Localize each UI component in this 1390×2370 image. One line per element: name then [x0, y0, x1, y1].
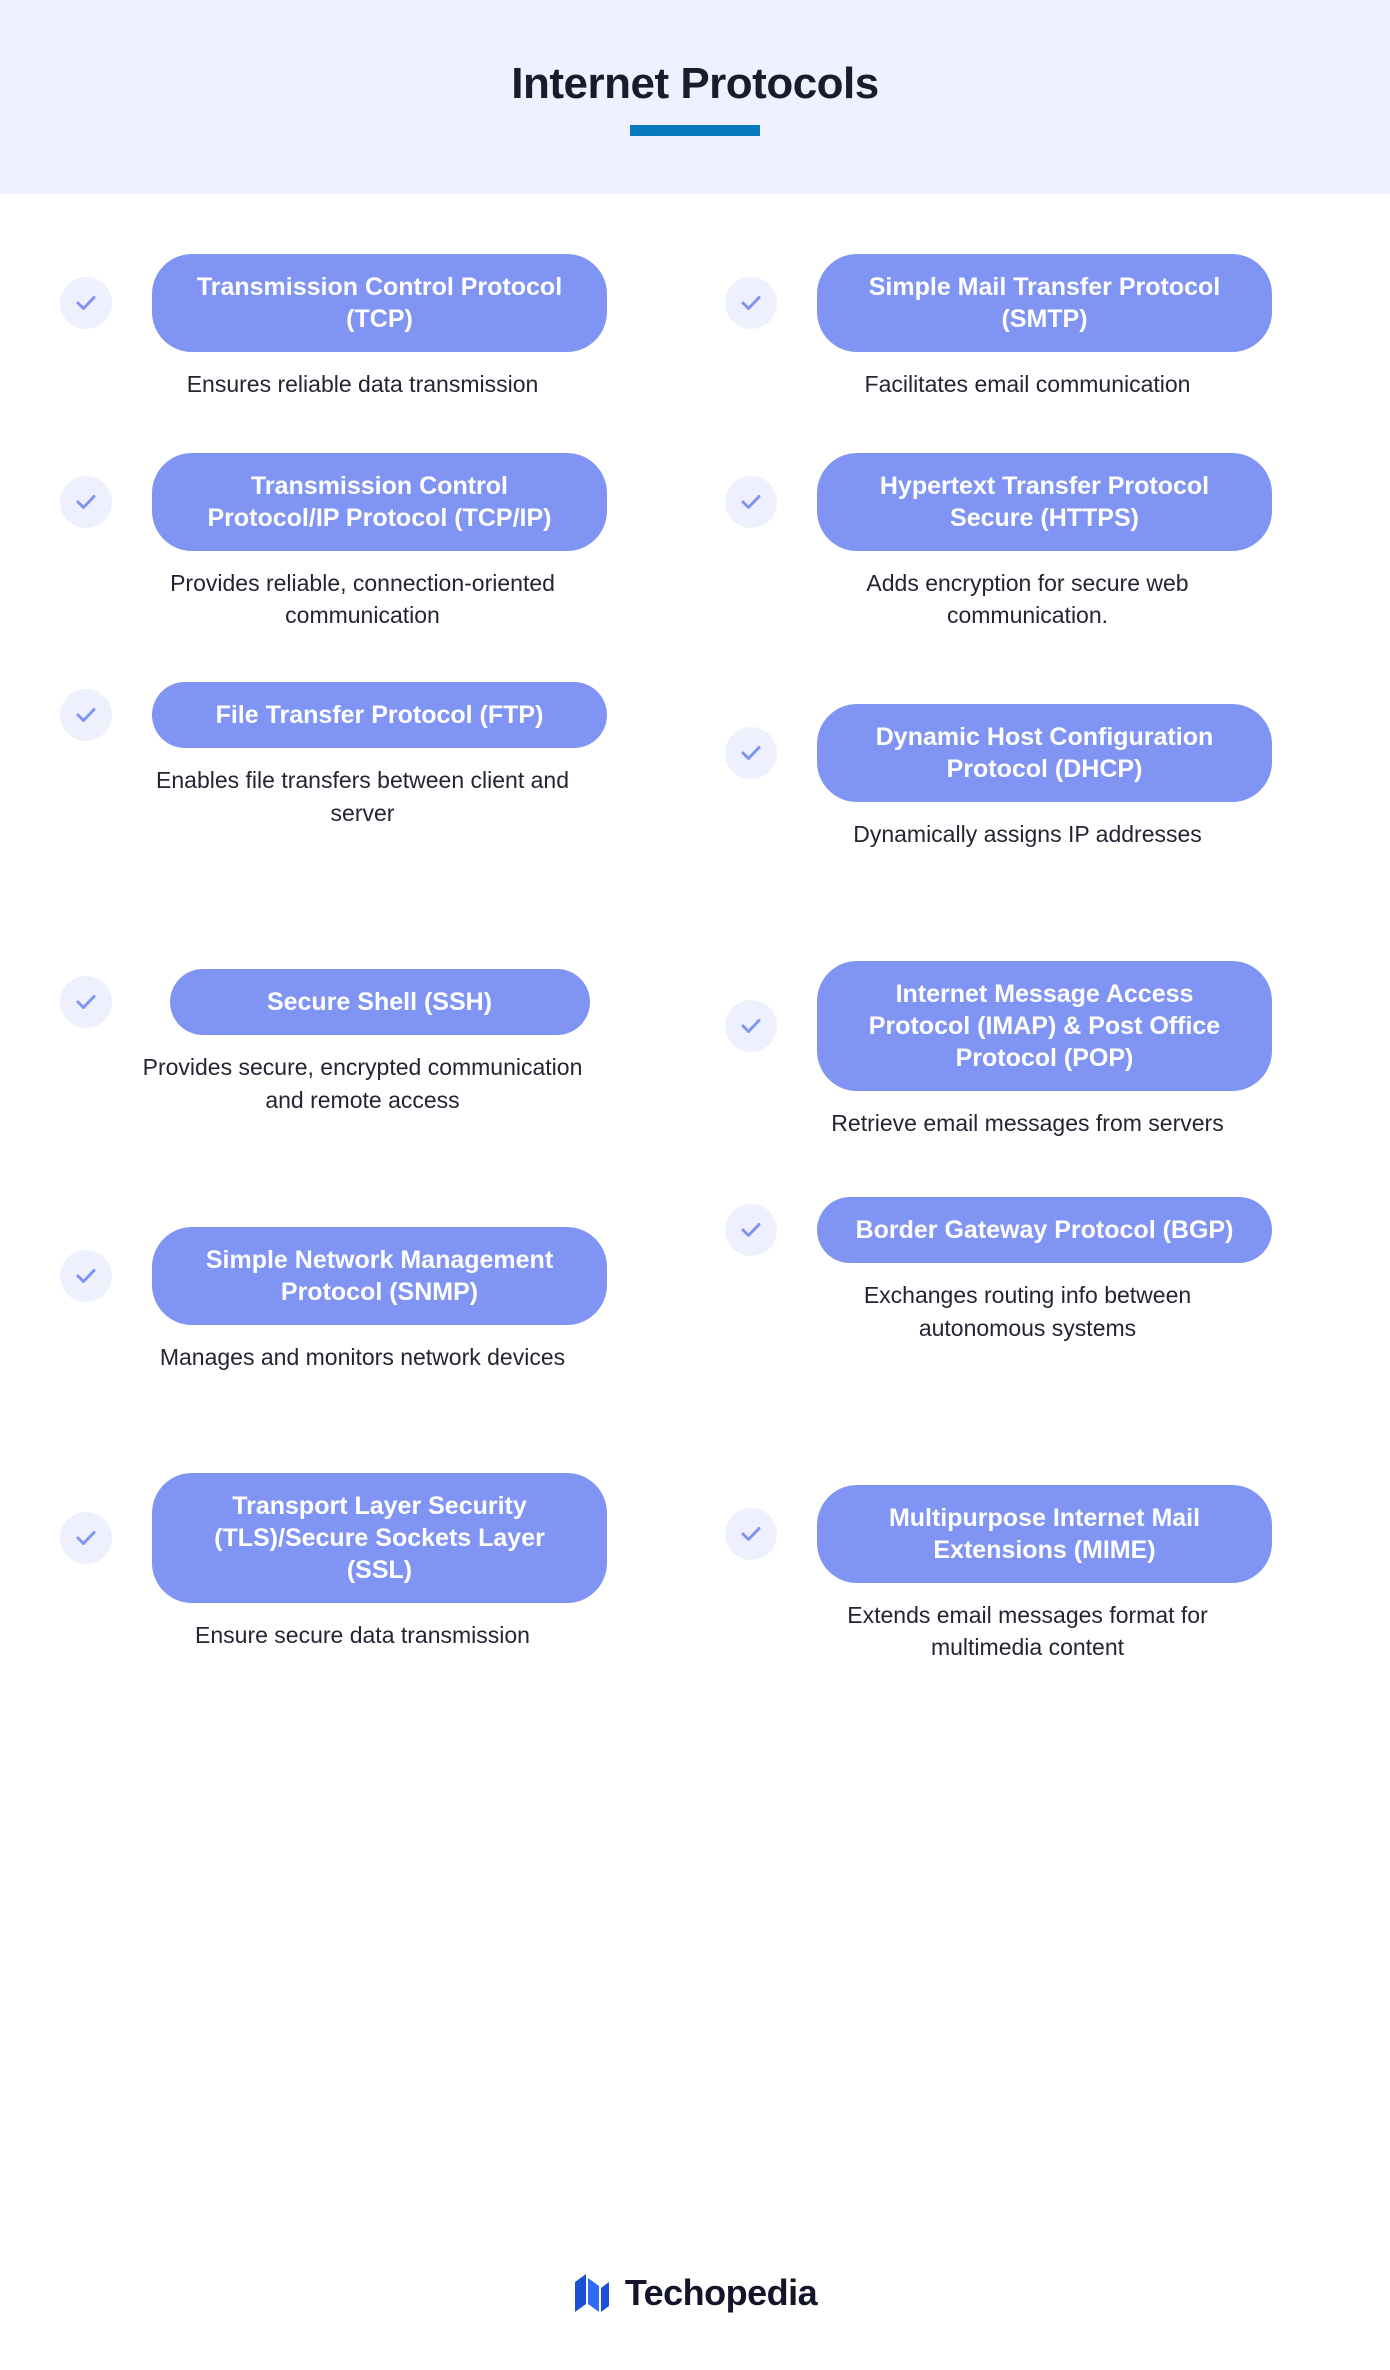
protocol-item[interactable] [60, 682, 665, 829]
protocol-caption: Enables file transfers between client and server [156, 766, 569, 826]
protocol-caption: Retrieve email messages from servers [831, 1109, 1224, 1136]
protocol-pill-row [725, 704, 1330, 802]
protocol-caption: Ensures reliable data transmission [186, 371, 539, 397]
protocol-item[interactable] [60, 969, 665, 1116]
protocol-title: Hypertext Transfer Protocol Secure (HTTPS) [817, 453, 1272, 551]
protocol-pill-row [725, 453, 1330, 551]
protocol-item[interactable] [60, 254, 665, 401]
check-icon [725, 476, 777, 528]
footer-branding [0, 2272, 1390, 2314]
check-icon [725, 1204, 777, 1256]
check-icon [725, 727, 777, 779]
protocol-pill-row [725, 1197, 1330, 1263]
check-icon [60, 476, 112, 528]
protocol-pill-row [725, 961, 1330, 1091]
protocol-item[interactable] [60, 1473, 665, 1652]
protocol-item[interactable] [60, 453, 665, 632]
protocol-title: Transmission Control Protocol/IP Protocol (TCP/IP) [152, 453, 607, 551]
protocol-caption: Exchanges routing info between autonomous systems [863, 1282, 1192, 1341]
protocol-caption: Manages and monitors network devices [159, 1343, 566, 1370]
protocol-title: Multipurpose Internet Mail Extensions (MIME) [817, 1485, 1272, 1583]
protocol-column-right [725, 254, 1330, 1664]
check-icon [725, 277, 777, 329]
protocol-caption: Dynamically assigns IP addresses [853, 820, 1202, 847]
protocol-title: File Transfer Protocol (FTP) [152, 682, 607, 748]
protocol-caption: Provides secure, encrypted communication and remote access [142, 1054, 583, 1113]
protocol-item[interactable] [725, 1197, 1330, 1344]
protocol-item[interactable] [725, 254, 1330, 401]
protocol-caption: Extends email messages format for multimedia content [847, 1601, 1208, 1661]
protocol-title: Simple Network Management Protocol (SNMP) [152, 1227, 607, 1325]
protocol-pill-row [725, 1485, 1330, 1583]
protocol-column-left [60, 254, 665, 1664]
protocol-title: Border Gateway Protocol (BGP) [817, 1197, 1272, 1263]
page-title: Internet Protocols [511, 58, 879, 108]
page-header [0, 0, 1390, 194]
protocol-pill-row [60, 1227, 665, 1325]
protocol-title: Secure Shell (SSH) [170, 969, 590, 1035]
protocol-pill-row [60, 254, 665, 352]
check-icon [725, 1000, 777, 1052]
protocol-title: Dynamic Host Configuration Protocol (DHCP) [817, 704, 1272, 802]
protocol-pill-row [60, 453, 665, 551]
protocol-caption: Adds encryption for secure web communication. [866, 569, 1189, 629]
protocol-title: Transmission Control Protocol (TCP) [152, 254, 607, 352]
protocol-pill-row [60, 1473, 665, 1603]
protocol-item[interactable] [725, 704, 1330, 851]
protocol-grid [0, 194, 1390, 1664]
protocol-item[interactable] [60, 1227, 665, 1374]
protocol-item[interactable] [725, 961, 1330, 1140]
protocol-item[interactable] [725, 1485, 1330, 1664]
protocol-caption: Ensure secure data transmission [195, 1622, 530, 1649]
footer-brand-name: Techopedia [624, 2272, 818, 2313]
check-icon [60, 1250, 112, 1302]
protocol-title: Simple Mail Transfer Protocol (SMTP) [817, 254, 1272, 352]
check-icon [60, 689, 112, 741]
check-icon [725, 1508, 777, 1560]
check-icon [60, 1512, 112, 1564]
protocol-caption: Facilitates email communication [864, 371, 1191, 397]
check-icon [60, 976, 112, 1028]
protocol-pill-row [60, 969, 665, 1035]
protocol-title: Transport Layer Security (TLS)/Secure Sockets Layer (SSL) [152, 1473, 607, 1603]
techopedia-logo-icon [573, 2272, 611, 2314]
protocol-pill-row [725, 254, 1330, 352]
protocol-caption: Provides reliable, connection-oriented communication [170, 569, 555, 629]
protocol-pill-row [60, 682, 665, 748]
protocol-item[interactable] [725, 453, 1330, 632]
protocol-title: Internet Message Access Protocol (IMAP) & Post Office Protocol (POP) [817, 961, 1272, 1091]
check-icon [60, 277, 112, 329]
title-underline-rule [630, 125, 760, 136]
